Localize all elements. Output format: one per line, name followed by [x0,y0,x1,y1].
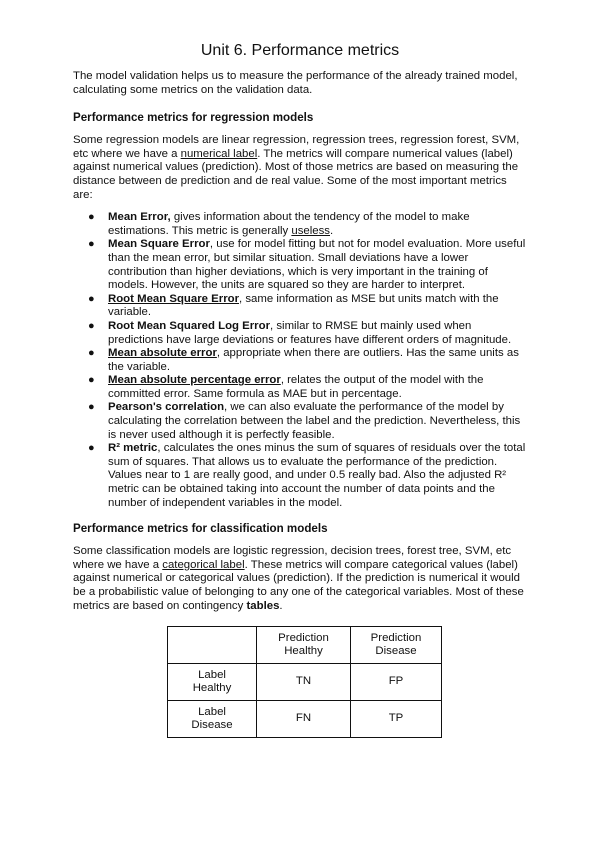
regression-para-text: Some regression models are linear regression, regression trees, regression forest, SVM, etc where we have a [73,134,520,160]
categorical-label-link: categorical label [162,558,245,571]
table-corner-cell [168,627,257,664]
regression-heading: Performance metrics for regression models [73,111,314,125]
useless-link: useless [291,224,330,237]
metric-desc: , similar to RMSE but mainly used when predictions have large deviations or features have different orders of magnitude. [108,319,512,346]
metric-desc: , appropriate when there are outliers. Has the same units as the variable. [108,347,519,373]
classification-para-text-mid: . These metrics will compare categorical values (label) against numerical or categorical values (prediction). If the prediction is numerical it would be a probabilistic value of belonging to any one of the categorical variables. Most of these metrics are based on contingency [73,558,524,612]
bullet-icon: ● [88,347,95,360]
page-title: Unit 6. Performance metrics [200,42,400,59]
cell-fp: FP [351,664,442,701]
list-item-mse [73,238,527,292]
table-header-row [168,627,442,664]
list-item-mae [73,347,527,374]
regression-metrics-list [73,211,527,510]
bullet-icon: ● [88,319,95,332]
metric-term: Mean Error, [108,211,171,224]
cell-tp: TP [351,701,442,738]
table-row [168,701,442,738]
list-item-pearson [73,401,527,442]
bullet-icon: ● [88,292,95,305]
bullet-icon: ● [88,442,95,455]
metric-term: Mean absolute percentage error [108,374,281,387]
regression-paragraph [73,134,527,202]
classification-para-text: Some classification models are logistic regression, decision trees, forest tree, SVM, etc where we have a [73,545,512,571]
classification-para-text-end: . [279,599,283,612]
list-item-mape [73,374,527,401]
bullet-icon: ● [88,401,95,414]
metric-desc: gives information about the tendency of the model to make estimations. This metric is generally [108,211,470,237]
header-prediction-disease: Prediction Disease [351,627,442,664]
intro-paragraph: The model validation helps us to measure the performance of the already trained model, calculating some metrics on the validation data. [73,70,518,96]
cell-fn: FN [257,701,351,738]
metric-term: Root Mean Square Error [108,292,240,305]
row-label-disease: Label Disease [168,701,257,738]
tables-bold: tables [246,599,280,612]
numerical-label-link: numerical label [180,147,258,160]
metric-term: Pearson's correlation [108,401,225,414]
list-item-rmsle [73,320,527,347]
bullet-icon: ● [88,238,95,251]
metric-desc: , same information as MSE but units match with the variable. [108,292,499,319]
metric-term: Mean Square Error [108,238,210,251]
metric-term: R² metric [108,442,158,455]
classification-heading: Performance metrics for classification models [73,522,328,536]
metric-desc-end: . [330,224,334,237]
cell-tn: TN [257,664,351,701]
row-label-healthy: Label Healthy [168,664,257,701]
regression-para-text-end: . The metrics will compare numerical values (label) against numerical values (prediction). Most of those metrics are based on measuring the distance between de prediction and de real value. Some of the most important metrics are: [73,147,519,201]
list-item-rmse [73,293,527,320]
metric-desc: , calculates the ones minus the sum of squares of residuals over the total sum of squares. That allows us to evaluate the performance of the prediction. Values near to 1 are really good, and under 0.5 really bad. Also the adjusted R² metric can be obtained taking into account the number of data points and the number of independent variables in the model. [108,442,526,509]
list-item-r2 [73,442,527,510]
list-item-mean-error [73,211,527,238]
bullet-icon: ● [88,374,95,387]
table-row [168,664,442,701]
bullet-icon: ● [88,211,95,224]
header-prediction-healthy: Prediction Healthy [257,627,351,664]
metric-desc: , use for model fitting but not for model evaluation. More useful than the mean error, but similar situation. Small deviations have a lower contribution than higher deviations, which is very important in the training of models. However, the units are squared so they are harder to interpret. [108,238,526,292]
contingency-table [167,626,442,738]
classification-paragraph [73,545,527,613]
document-body [73,40,527,738]
metric-term: Mean absolute error [108,347,217,360]
metric-desc: , we can also evaluate the performance of the model by calculating the correlation between the label and the prediction. Nevertheless, this is never used although it is perfectly feasible. [108,401,521,441]
metric-desc: , relates the output of the model with the committed error. Same formula as MAE but in percentage. [108,374,484,400]
metric-term: Root Mean Squared Log Error [108,319,271,332]
